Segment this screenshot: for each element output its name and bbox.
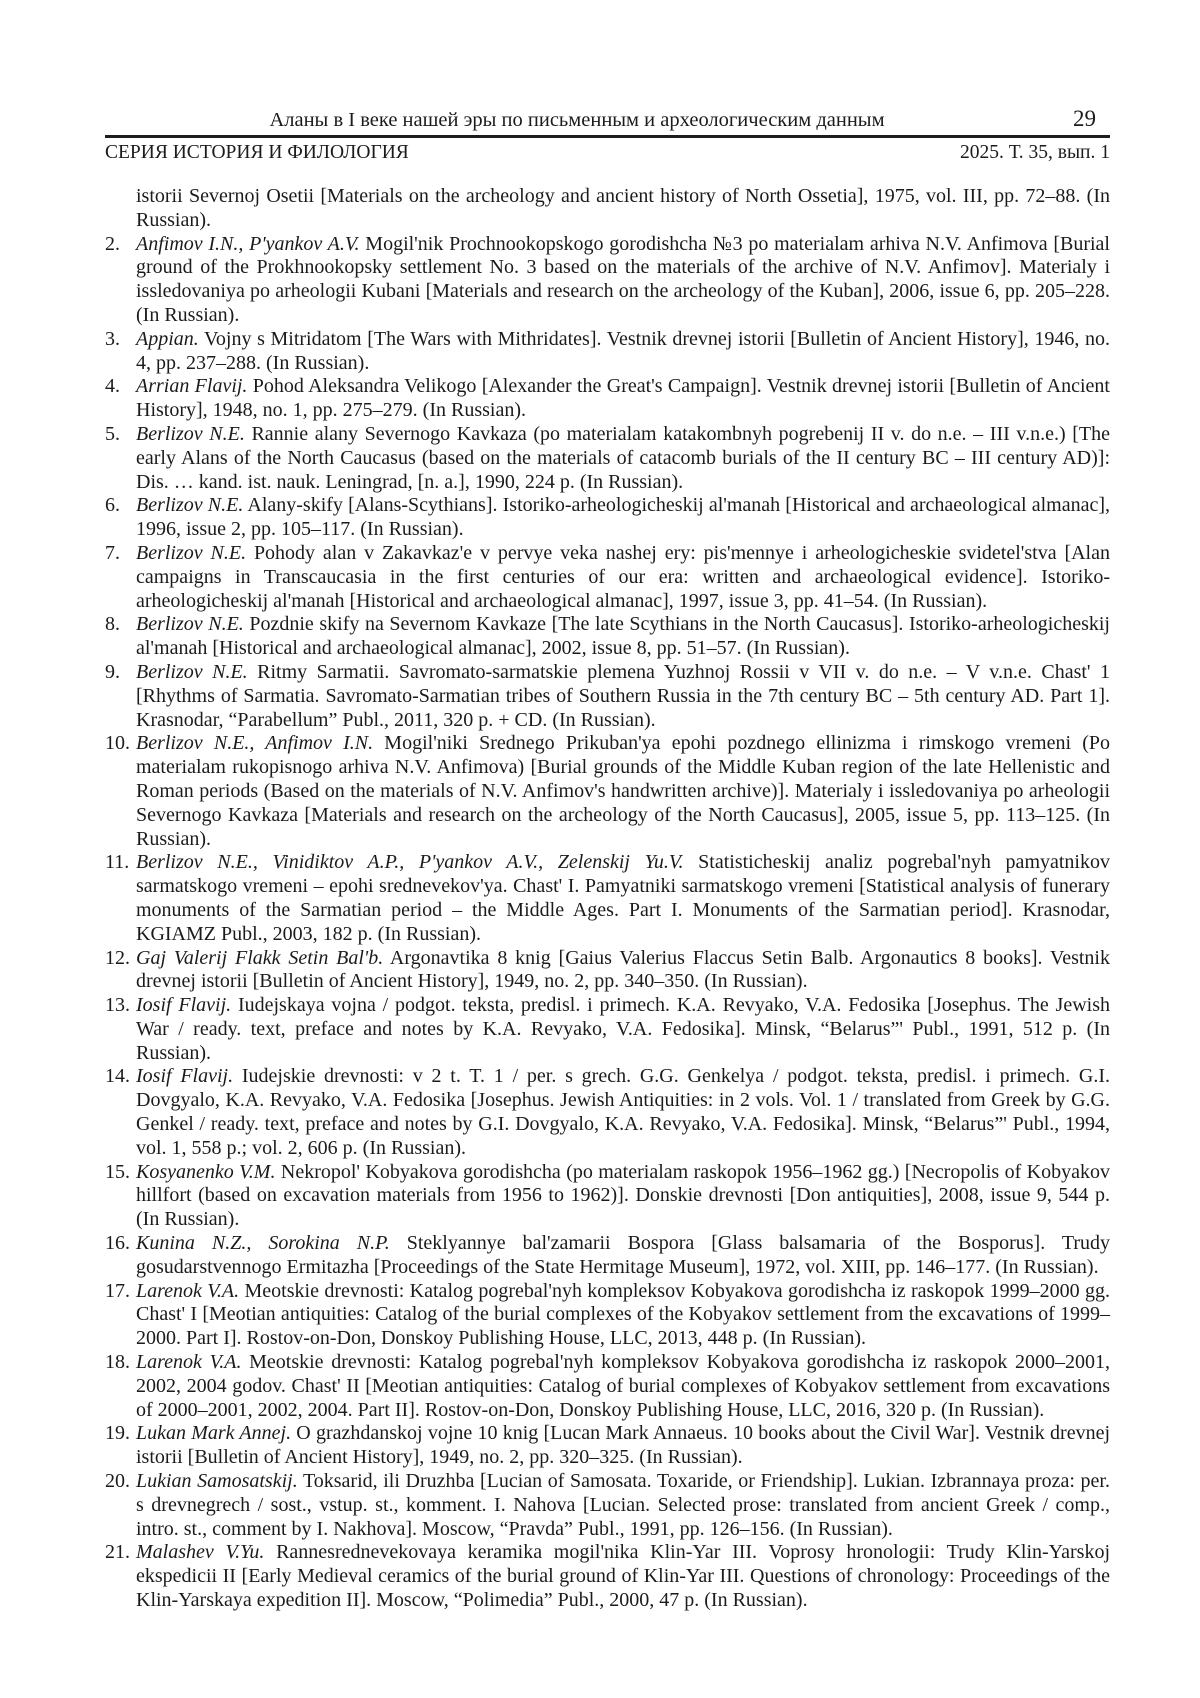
reference-text: Pohod Aleksandra Velikogo [Alexander the Great's Campaign]. Vestnik drevnej istorii [Bulletin of Ancient History], 1948, no. 1, pp. 275–279. (In Russian). <box>136 375 1110 422</box>
reference-number: 21. <box>105 1541 130 1564</box>
reference-item <box>105 1351 1110 1422</box>
reference-number: 18. <box>105 1351 130 1374</box>
reference-item <box>105 494 1110 542</box>
reference-item <box>105 732 1110 851</box>
reference-authors: Larenok V.A. <box>136 1279 240 1302</box>
reference-authors: Berlizov N.E. <box>136 422 245 445</box>
reference-item <box>105 661 1110 732</box>
reference-number: 11. <box>105 851 130 874</box>
reference-authors: Berlizov N.E. <box>136 613 244 636</box>
reference-item <box>105 1470 1110 1541</box>
reference-authors: Malashev V.Yu. <box>136 1541 265 1564</box>
reference-text: Pozdnie skify na Severnom Kavkaze [The late Scythians in the North Caucasus]. Istoriko-arheologicheskij al'manah [Historical and archaeological almanac], 2002, issue 8, pp. 51–57. (In Russian). <box>136 613 1110 660</box>
reference-number: 9. <box>105 660 120 683</box>
reference-number: 3. <box>105 327 120 350</box>
reference-item <box>105 233 1110 328</box>
reference-text: Steklyannye bal'zamarii Bospora [Glass balsamaria of the Bosporus]. Trudy gosudarstvennogo Ermitazha [Proceedings of the State Hermitage Museum], 1972, vol. XIII, pp. 146–177. (In Russian). <box>136 1232 1110 1278</box>
reference-text: Rannie alany Severnogo Kavkaza (po materialam katakombnyh pogrebenij II v. do n.e. – III v.n.e.) [The early Alans of the North Caucasus (based on the materials of catacomb burials of the II century BC – III century AD)]: Dis. … kand. ist. nauk. Leningrad, [n. a.], 1990, 224 p. (In Russian). <box>136 422 1110 493</box>
reference-text: O grazhdanskoj vojne 10 knig [Lucan Mark Annaeus. 10 books about the Civil War]. Vestnik drevnej istorii [Bulletin of Ancient History], 1949, no. 2, pp. 320–325. (In Russian). <box>136 1422 1111 1469</box>
reference-item <box>105 851 1110 946</box>
reference-number: 13. <box>105 994 130 1017</box>
reference-text: Argonavtika 8 knig [Gaius Valerius Flaccus Setin Balb. Argonautics 8 books]. Vestnik drevnej istorii [Bulletin of Ancient History], 1949, no. 2, pp. 340–350. (In Russian). <box>136 946 1110 993</box>
reference-item <box>105 1232 1110 1280</box>
reference-item <box>105 613 1110 661</box>
reference-text: Iudejskie drevnosti: v 2 t. T. 1 / per. s grech. G.G. Genkelya / podgot. teksta, predisl. i primech. G.I. Dovgyalo, K.A. Revyako, V.A. Fedosika [Josephus. Jewish Antiquities: in 2 vols. Vol. 1 / translated from Greek by G.G. Genkel / ready. text, preface and notes by G.I. Dovgyalo, K.A. Revyako, V.A. Fedosika]. Minsk, “Belarus”' Publ., 1994, vol. 1, 558 p.; vol. 2, 606 p. (In Russian). <box>136 1065 1110 1159</box>
running-header <box>105 106 1110 138</box>
references-list <box>105 185 1110 1613</box>
reference-authors: Iosif Flavij. <box>136 1065 234 1088</box>
reference-item <box>105 1280 1110 1351</box>
reference-authors: Appian. <box>136 327 199 350</box>
page-number: 29 <box>1073 106 1096 131</box>
reference-item <box>105 947 1110 995</box>
reference-authors: Arrian Flavij. <box>136 375 248 398</box>
running-title: Аланы в I веке нашей эры по письменным и археологическим данным <box>269 109 885 131</box>
reference-text: Statisticheskij analiz pogrebal'nyh pamyatnikov sarmatskogo vremeni – epohi srednevekov'ya. Chast' I. Pamyatniki sarmatskogo vremeni [Statistical analysis of funerary monuments of the Sarmatian period – the Middle Ages. Part I. Monuments of the Sarmatian period]. Krasnodar, KGIAMZ Publ., 2003, 182 p. (In Russian). <box>136 851 1110 945</box>
reference-authors: Anfimov I.N., P'yankov A.V. <box>136 232 360 255</box>
reference-number: 20. <box>105 1470 130 1493</box>
reference-number: 12. <box>105 946 130 969</box>
reference-authors: Berlizov N.E., Vinidiktov A.P., P'yankov A.V., Zelenskij Yu.V. <box>136 851 684 874</box>
reference-number: 4. <box>105 375 120 398</box>
reference-text: Rannesrednevekovaya keramika mogil'nika Klin-Yar III. Voprosy hronologii: Trudy Klin-Yarskoj ekspedicii II [Early Medieval ceramics of the burial ground of Klin-Yar III. Questions of chronology: Proceedings of the Klin-Yarskaya expedition II]. Moscow, “Polimedia” Publ., 2000, 47 p. (In Russian). <box>136 1541 1110 1612</box>
series-header <box>105 142 1110 164</box>
volume-info: 2025. Т. 35, вып. 1 <box>960 142 1110 163</box>
reference-number: 14. <box>105 1065 130 1088</box>
reference-text: Toksarid, ili Druzhba [Lucian of Samosata. Toxaride, or Friendship]. Lukian. Izbrannaya proza: per. s drevnegrech / sost., vstup. st., komment. I. Nahova [Lucian. Selected prose: translated from ancient Greek / comp., intro. st., comment by I. Nakhova]. Moscow, “Pravda” Publ., 1991, pp. 126–156. (In Russian). <box>136 1470 1110 1540</box>
reference-text: Vojny s Mitridatom [The Wars with Mithridates]. Vestnik drevnej istorii [Bulletin of Ancient History], 1946, no. 4, pp. 237–288. (In Russian). <box>136 327 1110 374</box>
reference-item <box>105 1161 1110 1232</box>
reference-item <box>105 1541 1110 1612</box>
reference-text: Meotskie drevnosti: Katalog pogrebal'nyh kompleksov Kobyakova gorodishcha iz raskopok 1999–2000 gg. Chast' I [Meotian antiquities: Catalog of the burial complexes of the Kobyakov settlement from the excavations of 1999–2000. Part I]. Rostov-on-Don, Donskoy Publishing House, LLC, 2013, 448 p. (In Russian). <box>136 1279 1110 1350</box>
reference-authors: Kosyanenko V.M. <box>136 1160 276 1183</box>
reference-item <box>105 1422 1110 1470</box>
journal-page <box>105 106 1110 1613</box>
reference-authors: Lukian Samosatskij. <box>136 1470 298 1493</box>
reference-item <box>105 423 1110 494</box>
reference-text: Mogil'niki Srednego Prikuban'ya epohi pozdnego ellinizma i rimskogo vremeni (Po materialam rukopisnogo arhiva N.V. Anfimova) [Burial grounds of the Middle Kuban region of the late Hellenistic and Roman periods (Based on the materials of N.V. Anfimov's handwritten archive)]. Materialy i issledovaniya po arheologii Severnogo Kavkaza [Materials and research on the archeology of the North Caucasus], 2005, issue 5, pp. 113–125. (In Russian). <box>136 732 1111 850</box>
reference-authors: Lukan Mark Annej. <box>136 1422 292 1445</box>
reference-number: 7. <box>105 541 120 564</box>
reference-item <box>105 542 1110 613</box>
reference-text: Iudejskaya vojna / podgot. teksta, predisl. i primech. K.A. Revyako, V.A. Fedosika [Josephus. The Jewish War / ready. text, preface and notes by K.A. Revyako, V.A. Fedosika]. Minsk, “Belarus”' Publ., 1991, 512 p. (In Russian). <box>136 994 1110 1064</box>
reference-authors: Berlizov N.E. <box>136 494 244 517</box>
reference-number: 6. <box>105 494 120 517</box>
reference-authors: Berlizov N.E., Anfimov I.N. <box>136 732 374 755</box>
reference-item <box>105 375 1110 423</box>
reference-item <box>105 328 1110 376</box>
reference-number: 8. <box>105 613 120 636</box>
reference-number: 17. <box>105 1279 130 1302</box>
reference-authors: Berlizov N.E. <box>136 660 248 683</box>
reference-number: 2. <box>105 232 120 255</box>
reference-number: 10. <box>105 732 130 755</box>
reference-text: Pohody alan v Zakavkaz'e v pervye veka nashej ery: pis'mennye i arheologicheskie svidetel'stva [Alan campaigns in Transcaucasia in the first centuries of our era: written and archaeological evidence]. Istoriko-arheologicheskij al'manah [Historical and archaeological almanac], 1997, issue 3, pp. 41–54. (In Russian). <box>136 541 1110 612</box>
reference-item <box>105 994 1110 1065</box>
reference-number: 15. <box>105 1160 130 1183</box>
reference-number: 16. <box>105 1232 130 1255</box>
reference-text: Nekropol' Kobyakova gorodishcha (po materialam raskopok 1956–1962 gg.) [Necropolis of Kobyakov hillfort (based on excavation materials from 1956 to 1962)]. Donskie drevnosti [Don antiquities], 2008, issue 9, 544 p. (In Russian). <box>136 1160 1111 1231</box>
reference-continuation: istorii Severnoj Osetii [Materials on the archeology and ancient history of North Ossetia], 1975, vol. III, pp. 72–88. (In Russian). <box>136 185 1110 231</box>
reference-authors: Iosif Flavij. <box>136 994 232 1017</box>
reference-text: Ritmy Sarmatii. Savromato-sarmatskie plemena Yuzhnoj Rossii v VII v. do n.e. – V v.n.e. Chast' 1 [Rhythms of Sarmatia. Savromato-Sarmatian tribes of Southern Russia in the 7th century BC – 5th century AD. Part 1]. Krasnodar, “Parabellum” Publ., 2011, 320 p. + CD. (In Russian). <box>136 660 1110 731</box>
series-label: СЕРИЯ ИСТОРИЯ И ФИЛОЛОГИЯ <box>105 142 409 163</box>
reference-text: Mogil'nik Prochnookopskogo gorodishcha №3 po materialam arhiva N.V. Anfimova [Burial ground of the Prokhnookopsky settlement No. 3 based on the materials of the archive of N.V. Anfimov]. Materialy i issledovaniya po arheologii Kubani [Materials and research on the archeology of the Kuban], 2006, issue 6, pp. 205–228. (In Russian). <box>136 232 1110 326</box>
reference-authors: Gaj Valerij Flakk Setin Bal'b. <box>136 946 384 969</box>
reference-authors: Berlizov N.E. <box>136 541 247 564</box>
reference-text: Alany-skify [Alans-Scythians]. Istoriko-arheologicheskij al'manah [Historical and archaeological almanac], 1996, issue 2, pp. 105–117. (In Russian). <box>136 494 1110 541</box>
reference-item <box>105 1065 1110 1160</box>
reference-number: 5. <box>105 422 120 445</box>
reference-authors: Larenok V.A. <box>136 1351 242 1374</box>
reference-number: 19. <box>105 1422 130 1445</box>
reference-authors: Kunina N.Z., Sorokina N.P. <box>136 1232 390 1255</box>
reference-text: Meotskie drevnosti: Katalog pogrebal'nyh kompleksov Kobyakova gorodishcha iz raskopok 2000–2001, 2002, 2004 godov. Chast' II [Meotian antiquities: Catalog of burial complexes of Kobyakov settlement from excavations of 2000–2001, 2002, 2004. Part II]. Rostov-on-Don, Donskoy Publishing House, LLC, 2016, 320 p. (In Russian). <box>136 1351 1110 1421</box>
